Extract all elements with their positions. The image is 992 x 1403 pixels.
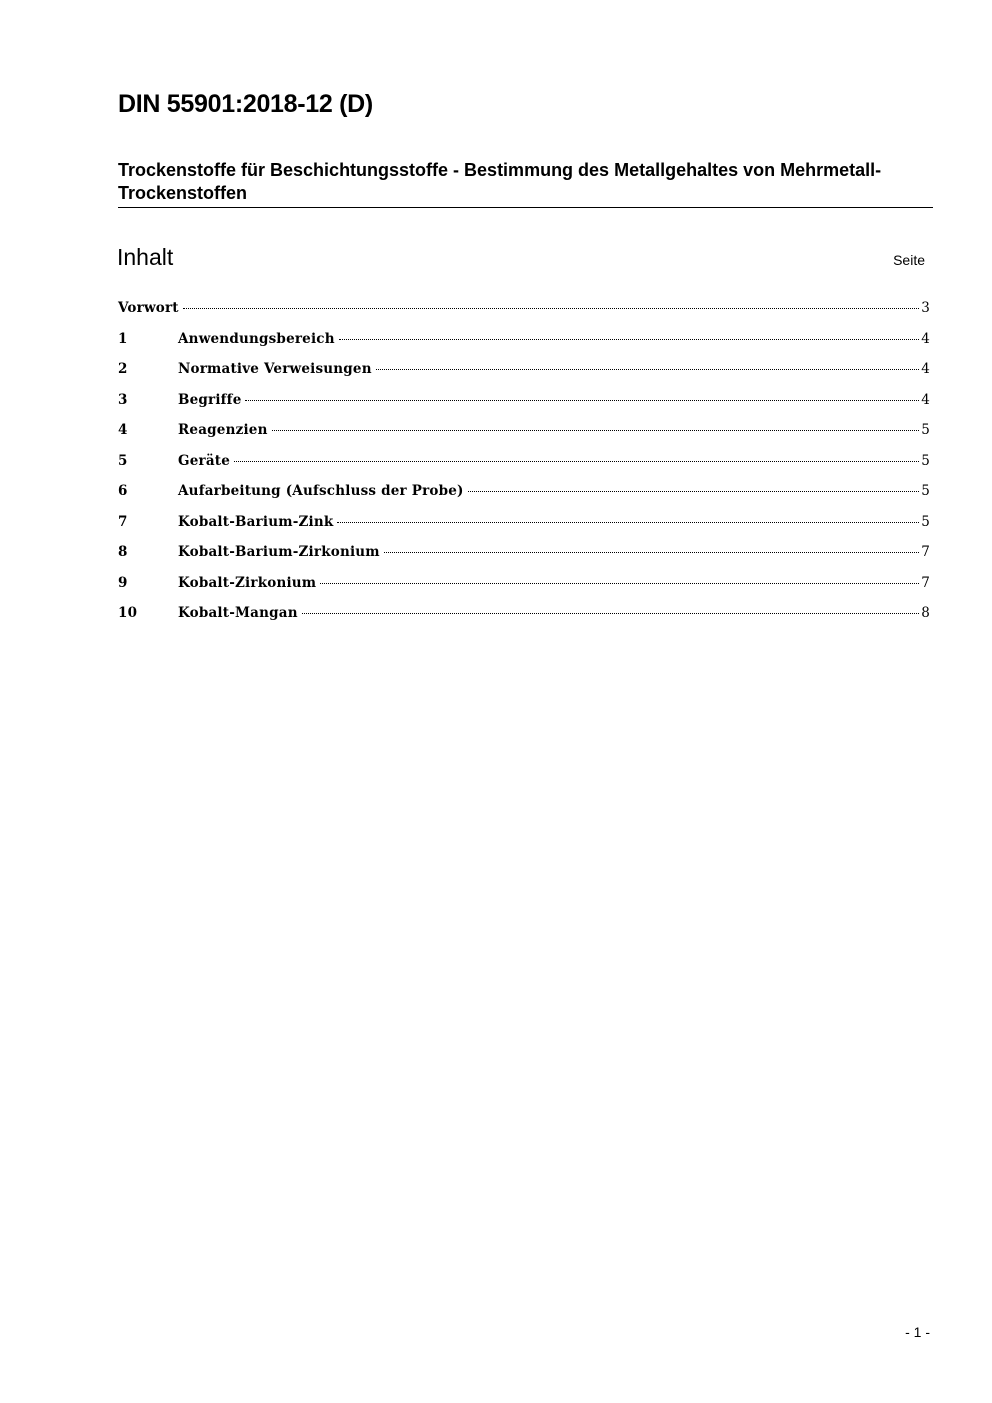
- toc-dot-leader: [234, 461, 919, 462]
- toc-entry-page: 4: [921, 391, 930, 408]
- toc-entry-number: 2: [118, 361, 128, 377]
- toc-dot-leader: [302, 613, 919, 614]
- toc-entry-title: Kobalt-Barium-Zirkonium: [178, 544, 380, 560]
- document-title: Trockenstoffe für Beschichtungsstoffe - Bestimmung des Metallgehaltes von Mehrmetall-Trockenstoffen: [118, 159, 933, 208]
- toc-dot-leader: [468, 491, 920, 492]
- toc-entry-page: 5: [921, 422, 930, 438]
- document-id: DIN 55901:2018-12 (D): [118, 90, 373, 118]
- toc-entry-number: 6: [118, 483, 128, 499]
- toc-entry-1[interactable]: [118, 331, 930, 362]
- toc-entry-number: 4: [118, 422, 128, 438]
- table-of-contents: [118, 300, 930, 636]
- toc-entry-4[interactable]: [118, 422, 930, 453]
- toc-entry-title: Kobalt-Mangan: [178, 605, 298, 621]
- toc-entry-vorwort[interactable]: [118, 300, 930, 331]
- toc-entry-page: 5: [921, 452, 930, 469]
- toc-entry-page: 4: [921, 361, 930, 377]
- toc-entry-number: 3: [118, 391, 128, 408]
- toc-entry-10[interactable]: [118, 605, 930, 636]
- toc-entry-page: 5: [921, 483, 930, 499]
- toc-entry-number: 10: [118, 605, 138, 621]
- toc-entry-title: Kobalt-Barium-Zink: [178, 513, 334, 530]
- toc-entry-title: Kobalt-Zirkonium: [178, 574, 317, 591]
- toc-entry-page: 8: [921, 605, 930, 621]
- toc-entry-number: 1: [118, 330, 128, 347]
- toc-dot-leader: [320, 583, 919, 584]
- toc-entry-2[interactable]: [118, 361, 930, 392]
- page-number: - 1 -: [905, 1324, 930, 1340]
- toc-entry-number: 7: [118, 513, 128, 530]
- toc-entry-title: Reagenzien: [178, 422, 268, 438]
- toc-entry-title: Anwendungsbereich: [178, 330, 335, 347]
- toc-entry-title: Begriffe: [178, 391, 242, 408]
- toc-dot-leader: [272, 430, 920, 431]
- toc-page-column-label: Seite: [893, 252, 925, 268]
- toc-entry-page: 7: [921, 574, 930, 591]
- toc-entry-page: 5: [921, 513, 930, 530]
- toc-entry-page: 3: [921, 300, 930, 316]
- toc-entry-6[interactable]: [118, 483, 930, 514]
- toc-entry-page: 4: [921, 330, 930, 347]
- toc-dot-leader: [339, 339, 919, 340]
- toc-dot-leader: [183, 308, 919, 309]
- toc-dot-leader: [384, 552, 919, 553]
- toc-dot-leader: [337, 522, 919, 523]
- toc-entry-title: Normative Verweisungen: [178, 361, 372, 377]
- toc-entry-page: 7: [921, 544, 930, 560]
- toc-entry-number: 5: [118, 452, 128, 469]
- toc-entry-number: 8: [118, 544, 128, 560]
- toc-entry-7[interactable]: [118, 514, 930, 545]
- toc-entry-8[interactable]: [118, 544, 930, 575]
- toc-heading: Inhalt: [117, 244, 174, 270]
- toc-entry-title: Geräte: [178, 452, 231, 469]
- toc-entry-5[interactable]: [118, 453, 930, 484]
- toc-entry-9[interactable]: [118, 575, 930, 606]
- toc-entry-title: Vorwort: [118, 300, 179, 316]
- toc-entry-3[interactable]: [118, 392, 930, 423]
- toc-dot-leader: [376, 369, 919, 370]
- toc-entry-number: 9: [118, 574, 128, 591]
- toc-entry-title: Aufarbeitung (Aufschluss der Probe): [178, 483, 464, 499]
- toc-dot-leader: [245, 400, 919, 401]
